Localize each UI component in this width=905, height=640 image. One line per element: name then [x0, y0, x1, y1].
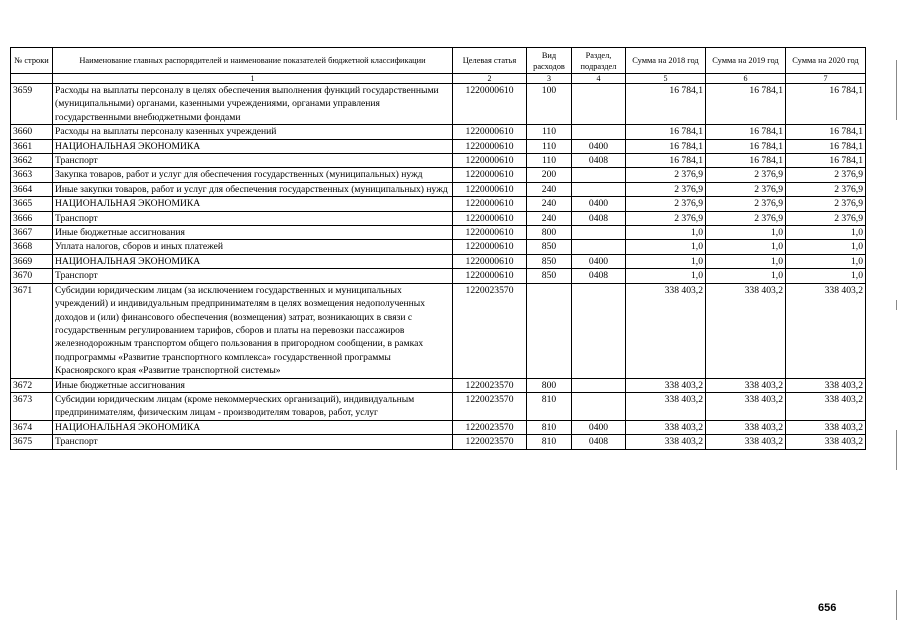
- row-expense-type: 850: [527, 269, 572, 283]
- row-sum-2020: 1,0: [786, 226, 866, 240]
- table-row: [11, 84, 866, 125]
- row-section: 0408: [572, 211, 626, 225]
- row-number: 3674: [11, 420, 53, 434]
- row-target-article: 1220000610: [453, 254, 527, 268]
- row-sum-2019: 338 403,2: [706, 435, 786, 449]
- row-target-article: 1220023570: [453, 392, 527, 420]
- row-target-article: 1220000610: [453, 211, 527, 225]
- row-section: [572, 378, 626, 392]
- row-sum-2020: 338 403,2: [786, 392, 866, 420]
- header-section: Раздел, подраздел: [572, 48, 626, 74]
- table-row: [11, 125, 866, 139]
- row-target-article: 1220023570: [453, 420, 527, 434]
- table-row: [11, 197, 866, 211]
- row-target-article: 1220000610: [453, 226, 527, 240]
- row-section: [572, 392, 626, 420]
- row-section: [572, 226, 626, 240]
- row-section: [572, 84, 626, 125]
- row-name: НАЦИОНАЛЬНАЯ ЭКОНОМИКА: [53, 420, 453, 434]
- table-row: [11, 254, 866, 268]
- row-sum-2019: 16 784,1: [706, 154, 786, 168]
- row-number: 3675: [11, 435, 53, 449]
- row-section: 0408: [572, 435, 626, 449]
- column-number: [11, 74, 53, 84]
- row-expense-type: 850: [527, 254, 572, 268]
- row-number: 3672: [11, 378, 53, 392]
- row-name: Иные бюджетные ассигнования: [53, 226, 453, 240]
- row-sum-2018: 338 403,2: [626, 420, 706, 434]
- row-sum-2019: 16 784,1: [706, 84, 786, 125]
- row-sum-2018: 338 403,2: [626, 378, 706, 392]
- row-section: 0400: [572, 139, 626, 153]
- header-target-article: Целевая статья: [453, 48, 527, 74]
- row-name: НАЦИОНАЛЬНАЯ ЭКОНОМИКА: [53, 139, 453, 153]
- row-target-article: 1220000610: [453, 84, 527, 125]
- row-sum-2018: 1,0: [626, 269, 706, 283]
- header-row-number: № строки: [11, 48, 53, 74]
- row-target-article: 1220023570: [453, 435, 527, 449]
- row-sum-2020: 16 784,1: [786, 154, 866, 168]
- table-header: [11, 48, 866, 84]
- row-sum-2020: 2 376,9: [786, 182, 866, 196]
- row-sum-2018: 338 403,2: [626, 435, 706, 449]
- header-sum-2018: Сумма на 2018 год: [626, 48, 706, 74]
- row-number: 3662: [11, 154, 53, 168]
- row-section: 0400: [572, 197, 626, 211]
- row-target-article: 1220000610: [453, 197, 527, 211]
- row-target-article: 1220000610: [453, 125, 527, 139]
- row-section: 0408: [572, 154, 626, 168]
- table-row: [11, 435, 866, 449]
- row-name: НАЦИОНАЛЬНАЯ ЭКОНОМИКА: [53, 254, 453, 268]
- column-number-row: [11, 74, 866, 84]
- row-name: Уплата налогов, сборов и иных платежей: [53, 240, 453, 254]
- row-sum-2020: 16 784,1: [786, 125, 866, 139]
- row-sum-2019: 338 403,2: [706, 283, 786, 378]
- row-sum-2018: 2 376,9: [626, 182, 706, 196]
- row-sum-2020: 2 376,9: [786, 168, 866, 182]
- header-sum-2020: Сумма на 2020 год: [786, 48, 866, 74]
- row-number: 3673: [11, 392, 53, 420]
- row-target-article: 1220023570: [453, 283, 527, 378]
- row-section: 0400: [572, 420, 626, 434]
- column-number: 2: [453, 74, 527, 84]
- row-target-article: 1220000610: [453, 168, 527, 182]
- row-section: 0408: [572, 269, 626, 283]
- row-sum-2019: 1,0: [706, 240, 786, 254]
- row-number: 3669: [11, 254, 53, 268]
- row-sum-2019: 2 376,9: [706, 197, 786, 211]
- table-row: [11, 420, 866, 434]
- row-section: 0400: [572, 254, 626, 268]
- row-expense-type: 200: [527, 168, 572, 182]
- row-sum-2018: 1,0: [626, 226, 706, 240]
- row-sum-2020: 338 403,2: [786, 435, 866, 449]
- row-name: Закупка товаров, работ и услуг для обеспечения государственных (муниципальных) нужд: [53, 168, 453, 182]
- row-sum-2019: 338 403,2: [706, 392, 786, 420]
- row-expense-type: 240: [527, 197, 572, 211]
- row-sum-2020: 2 376,9: [786, 211, 866, 225]
- row-sum-2020: 1,0: [786, 269, 866, 283]
- row-sum-2018: 16 784,1: [626, 84, 706, 125]
- table-row: [11, 226, 866, 240]
- table-body: [11, 84, 866, 450]
- row-target-article: 1220000610: [453, 154, 527, 168]
- row-expense-type: 110: [527, 154, 572, 168]
- page-number: 656: [818, 602, 837, 614]
- header-name: Наименование главных распорядителей и наименование показателей бюджетной классификации: [53, 48, 453, 74]
- table-row: [11, 378, 866, 392]
- row-sum-2018: 16 784,1: [626, 125, 706, 139]
- row-sum-2018: 2 376,9: [626, 197, 706, 211]
- row-number: 3664: [11, 182, 53, 196]
- scan-margin-mark: [896, 590, 897, 620]
- row-section: [572, 168, 626, 182]
- row-name: Субсидии юридическим лицам (кроме некоммерческих организаций), индивидуальным предпринимателям, физическим лицам - производителям товаров, работ, услуг: [53, 392, 453, 420]
- row-section: [572, 283, 626, 378]
- row-sum-2018: 1,0: [626, 240, 706, 254]
- row-number: 3670: [11, 269, 53, 283]
- row-name: Иные бюджетные ассигнования: [53, 378, 453, 392]
- table-row: [11, 283, 866, 378]
- row-sum-2020: 338 403,2: [786, 283, 866, 378]
- table-row: [11, 269, 866, 283]
- row-number: 3665: [11, 197, 53, 211]
- row-sum-2020: 338 403,2: [786, 378, 866, 392]
- column-number: 3: [527, 74, 572, 84]
- row-name: Транспорт: [53, 154, 453, 168]
- scan-margin-mark: [896, 60, 897, 120]
- header-expense-type: Вид расходов: [527, 48, 572, 74]
- row-sum-2019: 2 376,9: [706, 211, 786, 225]
- row-sum-2018: 2 376,9: [626, 211, 706, 225]
- row-target-article: 1220000610: [453, 269, 527, 283]
- table-row: [11, 182, 866, 196]
- row-name: Субсидии юридическим лицам (за исключением государственных и муниципальных учреждений) и индивидуальным предпринимателям в целях возмещения недополученных доходов и (или) финансового обеспечения (возмещения) затрат, возникающих в связи с государственным регулированием тарифов, сборов и платы на перевозки пассажиров железнодорожным транспортом общего пользования в пригородном сообщении, в рамках подпрограммы «Развитие транспортного комплекса» государственной программы Красноярского края «Развитие транспортной системы»: [53, 283, 453, 378]
- row-sum-2019: 1,0: [706, 269, 786, 283]
- row-sum-2020: 2 376,9: [786, 197, 866, 211]
- row-sum-2020: 16 784,1: [786, 139, 866, 153]
- row-expense-type: 800: [527, 378, 572, 392]
- row-expense-type: 810: [527, 392, 572, 420]
- row-section: [572, 125, 626, 139]
- table-row: [11, 211, 866, 225]
- table-row: [11, 392, 866, 420]
- table-row: [11, 240, 866, 254]
- row-sum-2020: 1,0: [786, 240, 866, 254]
- row-number: 3668: [11, 240, 53, 254]
- row-name: Расходы на выплаты персоналу в целях обеспечения выполнения функций государственными (муниципальными) органами, казенными учреждениями, органами управления государственными внебюджетными фондами: [53, 84, 453, 125]
- row-number: 3661: [11, 139, 53, 153]
- row-sum-2020: 1,0: [786, 254, 866, 268]
- row-sum-2019: 338 403,2: [706, 378, 786, 392]
- row-number: 3660: [11, 125, 53, 139]
- row-sum-2019: 2 376,9: [706, 182, 786, 196]
- row-sum-2019: 338 403,2: [706, 420, 786, 434]
- row-name: Транспорт: [53, 269, 453, 283]
- row-number: 3671: [11, 283, 53, 378]
- row-expense-type: 110: [527, 125, 572, 139]
- row-target-article: 1220000610: [453, 139, 527, 153]
- row-expense-type: 810: [527, 435, 572, 449]
- row-target-article: 1220000610: [453, 240, 527, 254]
- row-sum-2018: 338 403,2: [626, 283, 706, 378]
- scan-margin-mark: [896, 430, 897, 470]
- row-expense-type: 800: [527, 226, 572, 240]
- row-sum-2019: 1,0: [706, 226, 786, 240]
- row-number: 3659: [11, 84, 53, 125]
- row-expense-type: 100: [527, 84, 572, 125]
- row-expense-type: 110: [527, 139, 572, 153]
- row-sum-2020: 16 784,1: [786, 84, 866, 125]
- column-number: 4: [572, 74, 626, 84]
- row-target-article: 1220023570: [453, 378, 527, 392]
- column-number: 7: [786, 74, 866, 84]
- row-number: 3663: [11, 168, 53, 182]
- row-sum-2018: 16 784,1: [626, 154, 706, 168]
- row-name: НАЦИОНАЛЬНАЯ ЭКОНОМИКА: [53, 197, 453, 211]
- column-number: 6: [706, 74, 786, 84]
- row-name: Иные закупки товаров, работ и услуг для обеспечения государственных (муниципальных) нужд: [53, 182, 453, 196]
- row-expense-type: 240: [527, 211, 572, 225]
- row-sum-2020: 338 403,2: [786, 420, 866, 434]
- table-row: [11, 154, 866, 168]
- row-sum-2018: 2 376,9: [626, 168, 706, 182]
- row-sum-2018: 338 403,2: [626, 392, 706, 420]
- row-expense-type: [527, 283, 572, 378]
- scan-margin-mark: [896, 300, 897, 310]
- row-number: 3667: [11, 226, 53, 240]
- table-row: [11, 168, 866, 182]
- column-number: 5: [626, 74, 706, 84]
- table-row: [11, 139, 866, 153]
- row-sum-2019: 16 784,1: [706, 139, 786, 153]
- row-expense-type: 810: [527, 420, 572, 434]
- row-name: Транспорт: [53, 211, 453, 225]
- budget-table: [10, 47, 866, 450]
- row-name: Расходы на выплаты персоналу казенных учреждений: [53, 125, 453, 139]
- row-sum-2019: 2 376,9: [706, 168, 786, 182]
- row-expense-type: 240: [527, 182, 572, 196]
- row-sum-2019: 16 784,1: [706, 125, 786, 139]
- row-number: 3666: [11, 211, 53, 225]
- row-expense-type: 850: [527, 240, 572, 254]
- row-name: Транспорт: [53, 435, 453, 449]
- column-number: 1: [53, 74, 453, 84]
- row-sum-2018: 16 784,1: [626, 139, 706, 153]
- row-section: [572, 240, 626, 254]
- row-sum-2018: 1,0: [626, 254, 706, 268]
- row-sum-2019: 1,0: [706, 254, 786, 268]
- row-section: [572, 182, 626, 196]
- header-sum-2019: Сумма на 2019 год: [706, 48, 786, 74]
- row-target-article: 1220000610: [453, 182, 527, 196]
